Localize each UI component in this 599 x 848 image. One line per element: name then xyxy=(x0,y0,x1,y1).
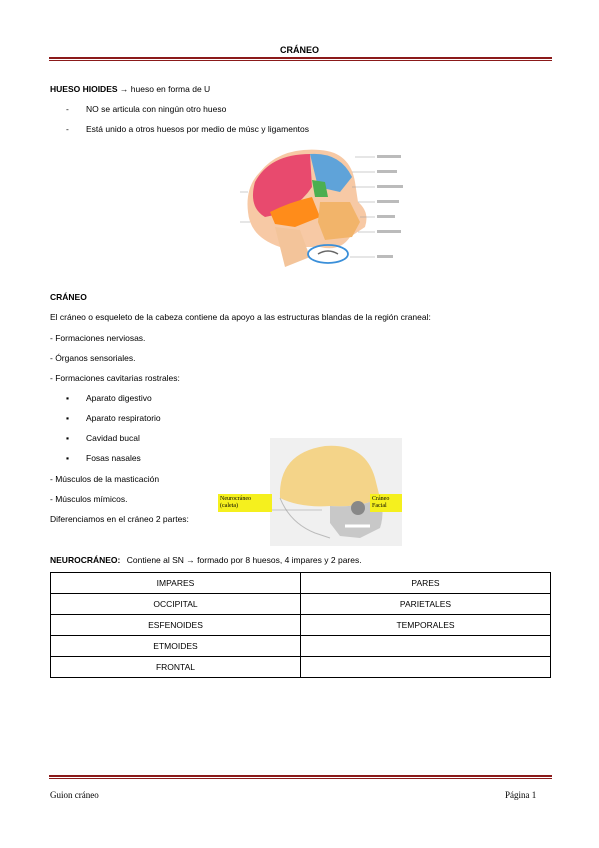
table-cell: ESFENOIDES xyxy=(51,615,301,636)
table-cell: OCCIPITAL xyxy=(51,594,301,615)
list-item: - Músculos mímicos. xyxy=(50,494,128,504)
bullet-item: ▪ Cavidad bucal xyxy=(66,433,140,443)
craneo-facial-label: Cráneo Facial xyxy=(370,494,402,512)
skull-parts-illustration xyxy=(270,438,402,546)
list-item: - Formaciones cavitarias rostrales: xyxy=(50,373,180,383)
craneo-intro: El cráneo o esqueleto de la cabeza contiene da apoyo a las estructuras blandas de la región craneal: xyxy=(50,312,431,322)
page-header-title: CRÁNEO xyxy=(279,45,319,55)
craneo-heading: CRÁNEO xyxy=(50,292,87,302)
bullet-item: ▪ Aparato respiratorio xyxy=(66,413,161,423)
arrow-icon: → xyxy=(119,84,129,94)
footer-rule-thin xyxy=(49,778,552,779)
table-cell: ETMOIDES xyxy=(51,636,301,657)
list-item: - Músculos de la masticación xyxy=(50,474,160,484)
skull-parts-figure xyxy=(218,438,404,546)
footer-left: Guion cráneo xyxy=(50,790,99,800)
skull-lateral-figure xyxy=(240,142,408,279)
list-item: - Órganos sensoriales. xyxy=(50,353,136,363)
table-row xyxy=(51,615,551,636)
hioides-label: HUESO HIOIDES xyxy=(50,84,118,94)
table-row xyxy=(51,636,551,657)
table-header: IMPARES xyxy=(51,573,301,594)
hioides-line xyxy=(50,84,210,94)
table-header: PARES xyxy=(301,573,551,594)
bullet-item: ▪ Fosas nasales xyxy=(66,453,141,463)
arrow-icon: → xyxy=(186,555,195,565)
header-rule-thin xyxy=(49,60,552,61)
list-item: - Formaciones nerviosas. xyxy=(50,333,146,343)
table-header-row xyxy=(51,573,551,594)
bullet-item: ▪ Aparato digestivo xyxy=(66,393,152,403)
neurocraneo-line: NEUROCRÁNEO: Contiene al SN → formado por 8 huesos, 4 impares y 2 pares. xyxy=(50,555,362,565)
table-cell: TEMPORALES xyxy=(301,615,551,636)
hioides-text: hueso en forma de U xyxy=(130,84,211,94)
table-cell: PARIETALES xyxy=(301,594,551,615)
footer-rule xyxy=(49,775,552,777)
table-cell xyxy=(301,636,551,657)
header-rule xyxy=(49,57,552,59)
bones-table xyxy=(50,572,551,678)
neurocraneo-label: Neurocráneo (caleta) xyxy=(218,494,272,512)
table-cell xyxy=(301,657,551,678)
table-row xyxy=(51,657,551,678)
neurocraneo-label-text: NEUROCRÁNEO: xyxy=(50,555,121,565)
table-cell: FRONTAL xyxy=(51,657,301,678)
list-item: - Está unido a otros huesos por medio de músc y ligamentos xyxy=(66,124,310,134)
diferenciamos-text: Diferenciamos en el cráneo 2 partes: xyxy=(50,514,189,524)
page-number: Página 1 xyxy=(505,790,537,800)
list-item: - NO se articula con ningún otro hueso xyxy=(66,104,227,114)
table-row xyxy=(51,594,551,615)
